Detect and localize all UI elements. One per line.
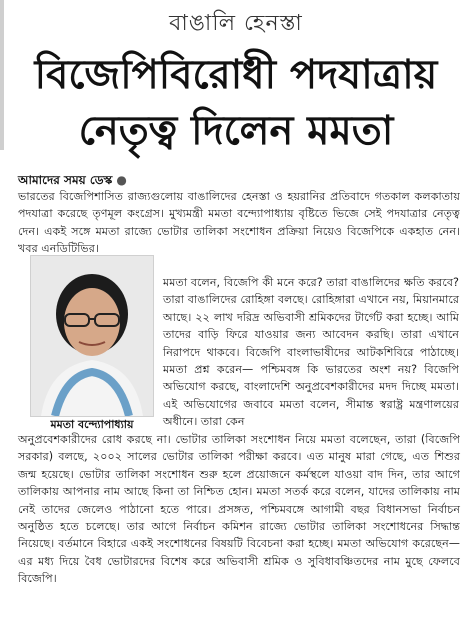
bottom-paragraph: অনুপ্রবেশকারীদের রোধ করছে না। ভোটার তালিকা সংশোধন নিয়ে মমতা বলেছেন, তারা (বিজেপি সরকার) বলছে, ২০০২ সালের ভোটার তালিকা পরীক্ষা করবে। এত মানুষ মারা গেছে, এত শিশুর জন্ম হয়েছে। ভোটার তালিকা সংশোধন শুরু হলে প্রয়োজনে কর্মস্থলে যাওয়া বাদ দিন, তার আগে তালিকায় আপনার নাম আছে কিনা তা নিশ্চিত হোন। মমতা সতর্ক করে বলেন, যাদের তালিকায় নাম নেই তাদের জেলেও পাঠানো হতে পারে। প্রসঙ্গত, পশ্চিমবঙ্গে আগামী বছর বিধানসভা নির্বাচন অনুষ্ঠিত হতে চলেছে। তার আগে নির্বাচন কমিশন রাজ্যে ভোটার তালিকা সংশোধনের সিদ্ধান্ত নিয়েছে। বর্তমানে বিহারে একই সংশোধনের বিষয়টি বিবেচনা করা হচ্ছে। মমতা অভিযোগ করেছেন— এর মধ্য দিয়ে বৈধ ভোটারদের বিশেষ করে অভিবাসী শ্রমিক ও সুবিধাবঞ্চিতদের নাম মুছে ফেলবে বিজেপি। — [18, 433, 460, 586]
portrait-illustration — [31, 256, 153, 416]
bullet-icon: ● — [116, 173, 127, 187]
portrait-photo — [30, 255, 154, 417]
photo-caption: মমতা বন্দ্যোপাধ্যায় — [50, 418, 134, 431]
headline-line-1: বিজেপিবিরোধী পদযাত্রায় — [34, 52, 438, 98]
headline-line-2: নেতৃত্ব দিলেন মমতা — [78, 108, 394, 154]
kicker: বাঙালি হেনস্তা — [169, 11, 303, 36]
lead-paragraph: ভারতের বিজেপিশাসিত রাজ্যগুলোয় বাঙালিদের হেনস্তা ও হয়রানির প্রতিবাদে গতকাল কলকাতায় পদযাত্রা করেছে তৃণমূল কংগ্রেস। মুখ্যমন্ত্রী মমতা বন্দ্যোপাধ্যায় বৃষ্টিতে ভিজে সেই পদযাত্রার নেতৃত্ব দেন। একই সঙ্গে মমতা রাজ্যে ভোটার তালিকা সংশোধন প্রক্রিয়া নিয়েও বিজেপিকে একহাত নেন। খবর এনডিটিভির। — [18, 190, 460, 256]
byline-text: আমাদের সময় ডেস্ক — [18, 173, 113, 187]
right-column-paragraph: মমতা বলেন, বিজেপি কী মনে করে? তারা বাঙালিদের ক্ষতি করবে? তারা বাঙালিদের রোহিঙ্গা বলছে। রোহিঙ্গারা এখানে নয়, মিয়ানমারে আছে। ২২ লাখ দরিদ্র অভিবাসী শ্রমিকদের টার্গেট করা হচ্ছে। আমি তাদের বাড়ি ফিরে যাওয়ার জন্য আবেদন করছি। তারা এখানে নিরাপদে থাকবে। বিজেপি বাংলাভাষীদের আটকশিবিরে পাঠাচ্ছে। মমতা প্রশ্ন করেন— পশ্চিমবঙ্গ কি ভারতের অংশ নয়? বিজেপি অভিযোগ করছে, বাংলাদেশি অনুপ্রবেশকারীদের মদদ দিচ্ছে মমতা। এই অভিযোগের জবাবে মমতা বলেন, সীমান্ত স্বরাষ্ট্র মন্ত্রণালয়ের অধীনে। তারা কেন — [163, 276, 459, 429]
